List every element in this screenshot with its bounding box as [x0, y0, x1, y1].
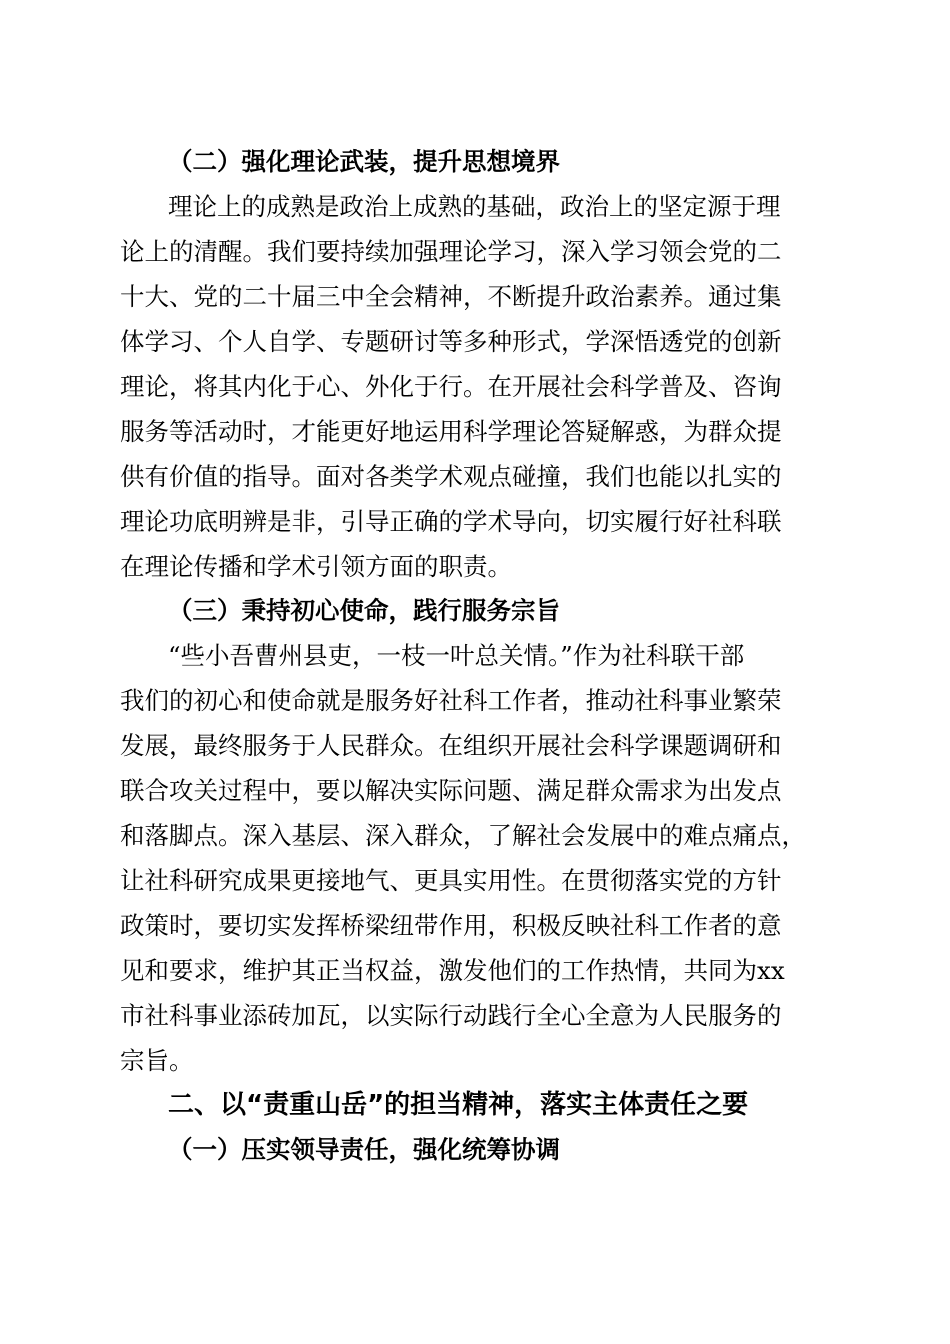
paragraph-line: 十大、党的二十届三中全会精神，不断提升政治素养。通过集: [120, 282, 782, 311]
paragraph-line: 服务等活动时，才能更好地运用科学理论答疑解惑，为群众提: [120, 417, 782, 446]
paragraph-line: 理论功底明辨是非，引导正确的学术导向，切实履行好社科联: [120, 507, 782, 536]
paragraph-line: 政策时，要切实发挥桥梁纽带作用，积极反映社科工作者的意: [120, 911, 782, 940]
paragraph-line: 理论，将其内化于心、外化于行。在开展社会科学普及、咨询: [120, 372, 782, 401]
paragraph-line: 和落脚点。深入基层、深入群众，了解社会发展中的难点痛点，: [120, 821, 806, 850]
section-heading-responsibility: 二、以“责重山岳”的担当精神，落实主体责任之要: [168, 1090, 749, 1120]
paragraph-line: 供有价值的指导。面对各类学术观点碰撞，我们也能以扎实的: [120, 462, 782, 491]
paragraph-line: 论上的清醒。我们要持续加强理论学习，深入学习领会党的二: [120, 237, 782, 266]
paragraph-line: 联合攻关过程中，要以解决实际问题、满足群众需求为出发点: [120, 776, 782, 805]
paragraph-line: “些小吾曹州县吏，一枝一叶总关情。”作为社科联干部: [168, 641, 745, 670]
paragraph-line: 理论上的成熟是政治上成熟的基础，政治上的坚定源于理: [168, 192, 781, 221]
paragraph-line: 宗旨。: [120, 1046, 194, 1075]
paragraph-line: 我们的初心和使命就是服务好社科工作者，推动社科事业繁荣: [120, 686, 782, 715]
paragraph-line: 市社科事业添砖加瓦，以实际行动践行全心全意为人民服务的: [120, 1001, 782, 1030]
paragraph-line: 体学习、个人自学、专题研讨等多种形式，学深悟透党的创新: [120, 327, 782, 356]
paragraph-line: 见和要求，维护其正当权益，激发他们的工作热情，共同为xx: [120, 956, 785, 985]
sub-heading-leadership-responsibility: （一）压实领导责任，强化统筹协调: [168, 1135, 560, 1164]
sub-heading-strengthen-theory: （二）强化理论武装，提升思想境界: [168, 147, 560, 176]
paragraph-line: 在理论传播和学术引领方面的职责。: [120, 552, 512, 581]
sub-heading-original-mission: （三）秉持初心使命，践行服务宗旨: [168, 596, 560, 625]
paragraph-line: 让社科研究成果更接地气、更具实用性。在贯彻落实党的方针: [120, 866, 782, 895]
paragraph-line: 发展，最终服务于人民群众。在组织开展社会科学课题调研和: [120, 731, 782, 760]
